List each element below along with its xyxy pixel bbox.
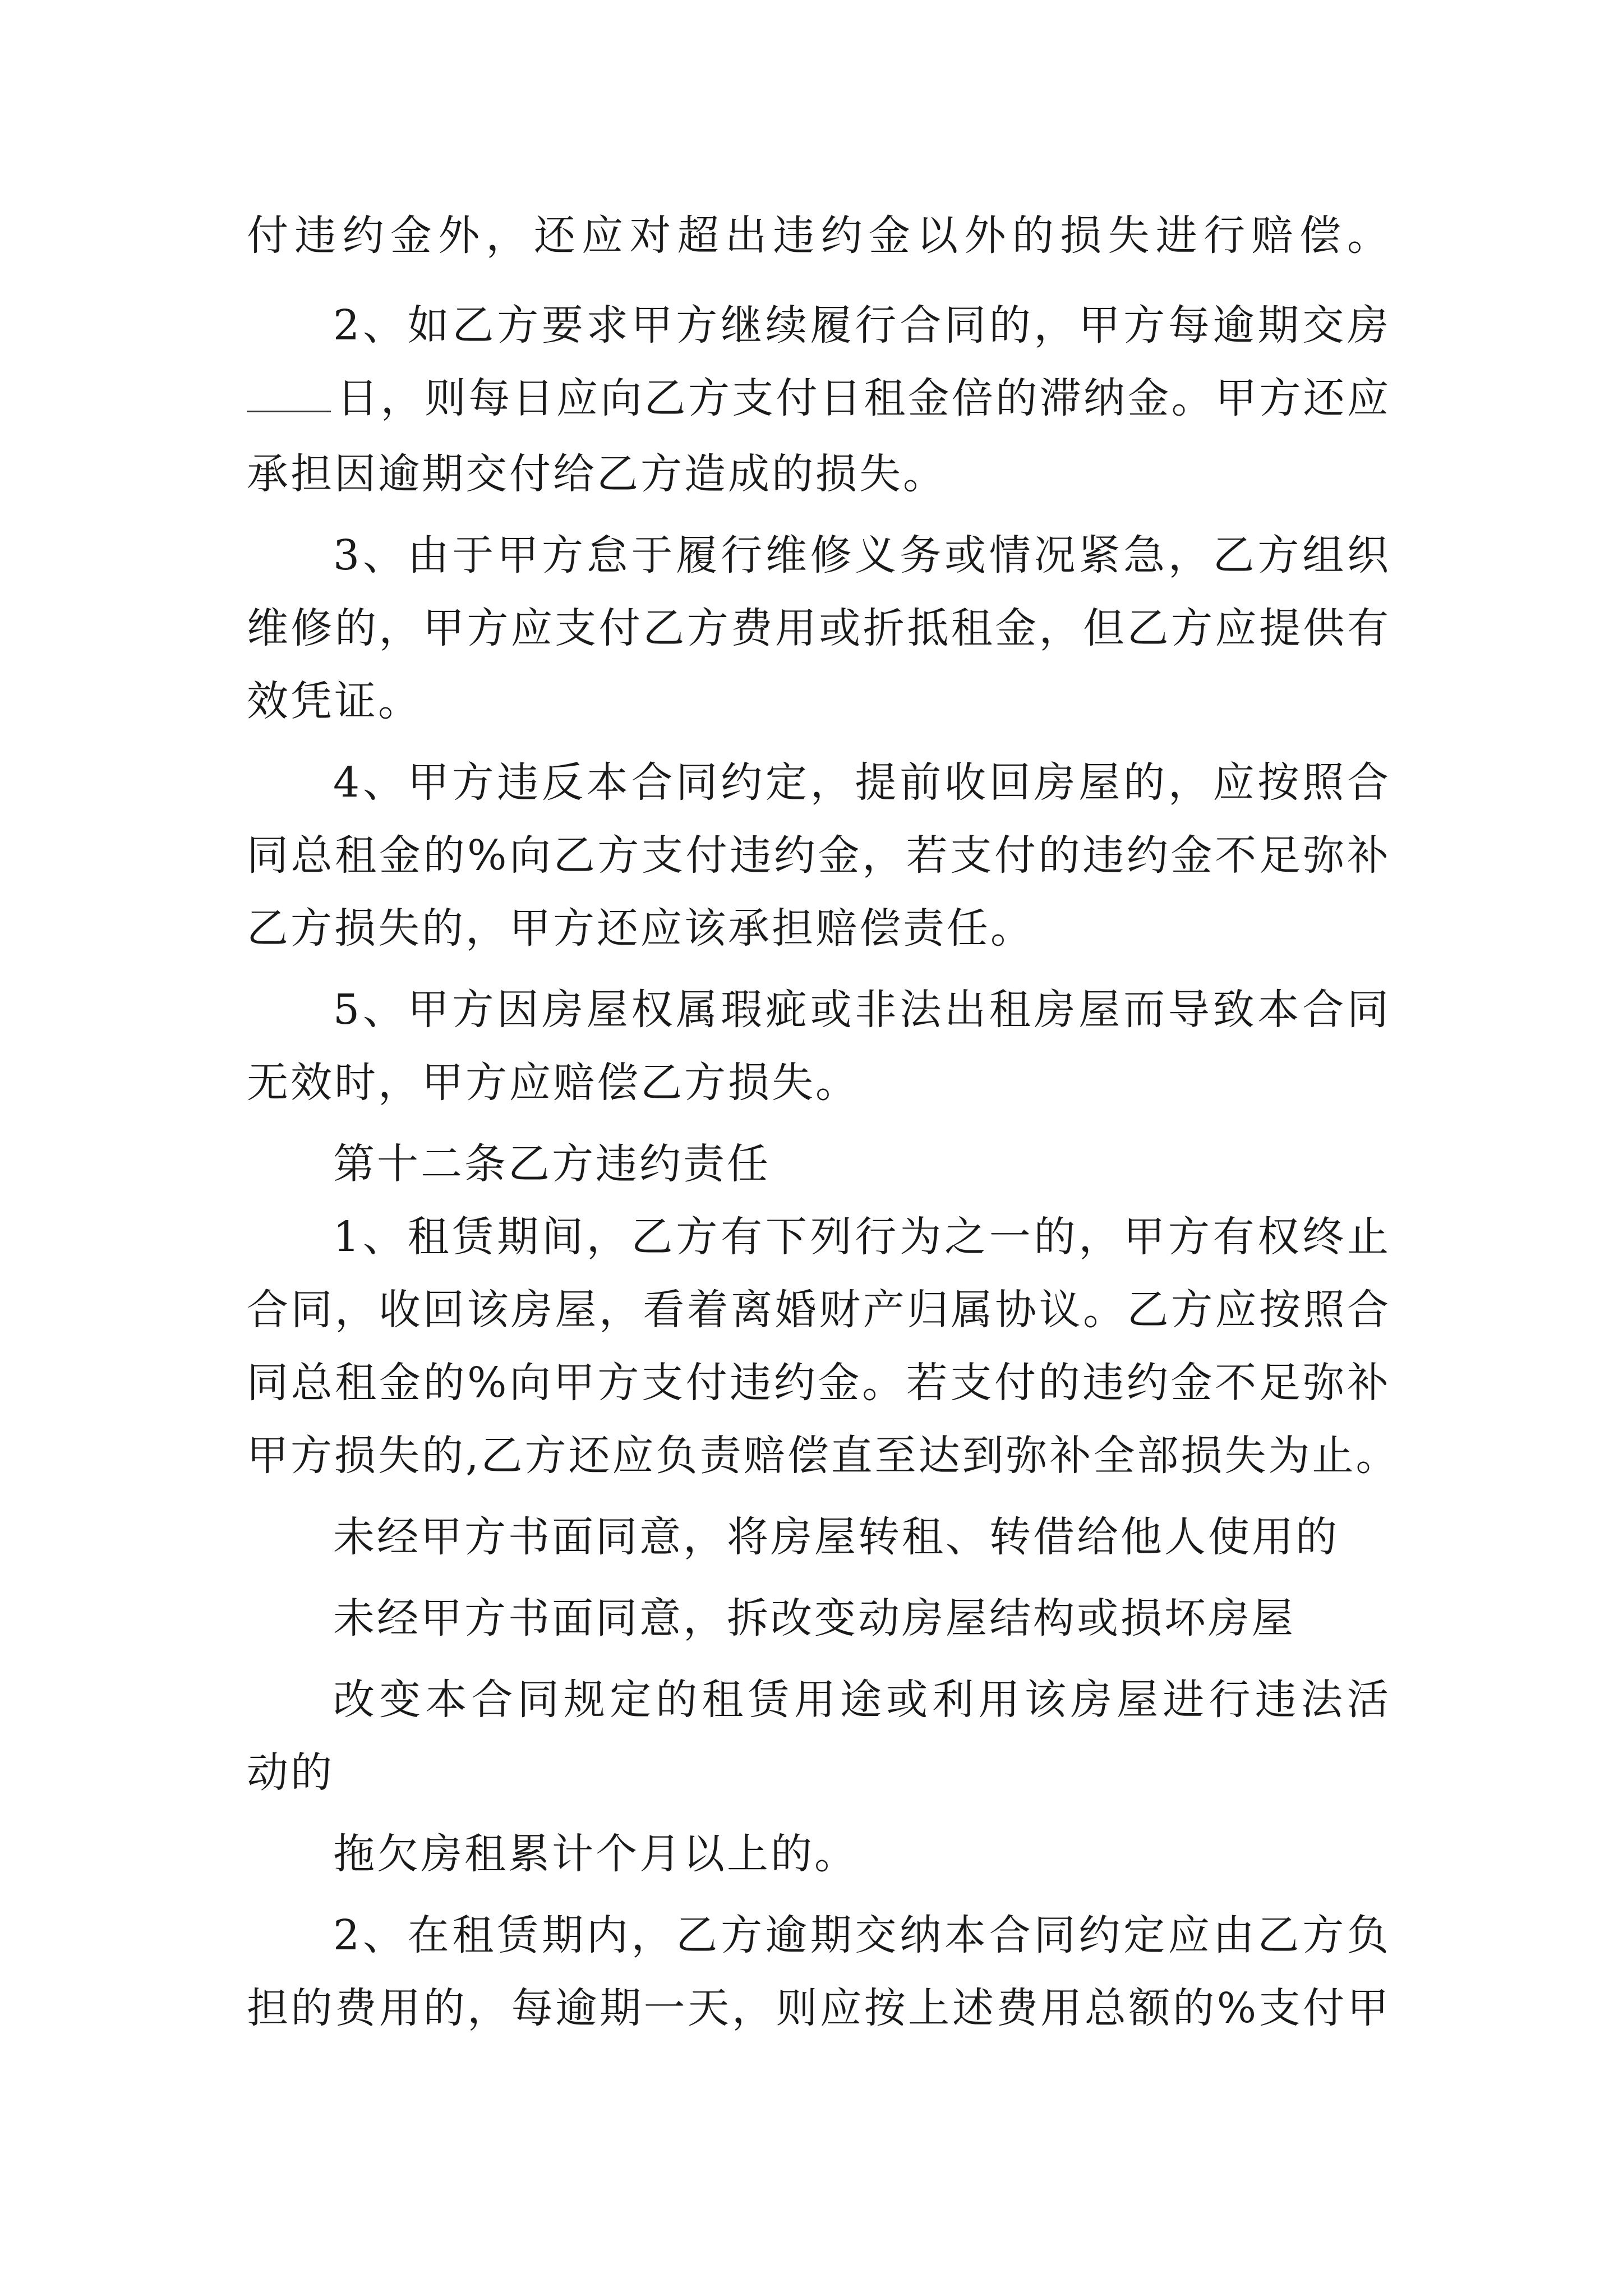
section-heading: 第十二条乙方违约责任: [333, 1140, 771, 1188]
text-line-9: 同总租金的%向乙方支付违约金，若支付的违约金不足弥补: [247, 831, 1391, 880]
text-line-15: 合同，收回该房屋，看着离婚财产归属协议。乙方应按照合: [247, 1286, 1391, 1334]
text-line-3: [247, 370, 1391, 426]
fill-in-blank: [247, 377, 331, 412]
text-line-19: 未经甲方书面同意，拆改变动房屋结构或损坏房屋: [333, 1594, 1295, 1642]
text-line-7: 效凭证。: [247, 677, 422, 725]
text-line-20: 改变本合同规定的租赁用途或利用该房屋进行违法活: [333, 1676, 1391, 1724]
text-line-17: 甲方损失的,乙方还应负责赔偿直至达到弥补全部损失为止。: [247, 1432, 1400, 1480]
text-line-16: 同总租金的%向甲方支付违约金。若支付的违约金不足弥补: [247, 1359, 1391, 1407]
text-line-18: 未经甲方书面同意，将房屋转租、转借给他人使用的: [333, 1513, 1339, 1561]
text-line-3-content: 日，则每日应向乙方支付日租金倍的滞纳金。甲方还应: [336, 374, 1391, 422]
text-line-11: 5、甲方因房屋权属瑕疵或非法出租房屋而导致本合同: [333, 986, 1391, 1034]
text-line-8: 4、甲方违反本合同约定，提前收回房屋的，应按照合: [333, 758, 1391, 807]
text-line-24: 担的费用的，每逾期一天，则应按上述费用总额的%支付甲: [247, 1984, 1391, 2032]
text-line-4: 承担因逾期交付给乙方造成的损失。: [247, 450, 947, 498]
text-line-10: 乙方损失的，甲方还应该承担赔偿责任。: [247, 904, 1034, 953]
text-line-21: 动的: [247, 1749, 334, 1797]
text-line-14: 1、租赁期间，乙方有下列行为之一的，甲方有权终止: [333, 1213, 1391, 1261]
text-line-22: 拖欠房租累计个月以上的。: [333, 1830, 858, 1878]
text-line-23: 2、在租赁期内，乙方逾期交纳本合同约定应由乙方负: [333, 1911, 1391, 1959]
text-line-6: 维修的，甲方应支付乙方费用或折抵租金，但乙方应提供有: [247, 604, 1391, 652]
text-line-1: 付违约金外，还应对超出违约金以外的损失进行赔偿。: [247, 211, 1391, 260]
text-line-12: 无效时，甲方应赔偿乙方损失。: [247, 1059, 859, 1107]
text-line-2: 2、如乙方要求甲方继续履行合同的，甲方每逾期交房: [333, 301, 1391, 349]
text-line-5: 3、由于甲方怠于履行维修义务或情况紧急，乙方组织: [333, 531, 1391, 579]
